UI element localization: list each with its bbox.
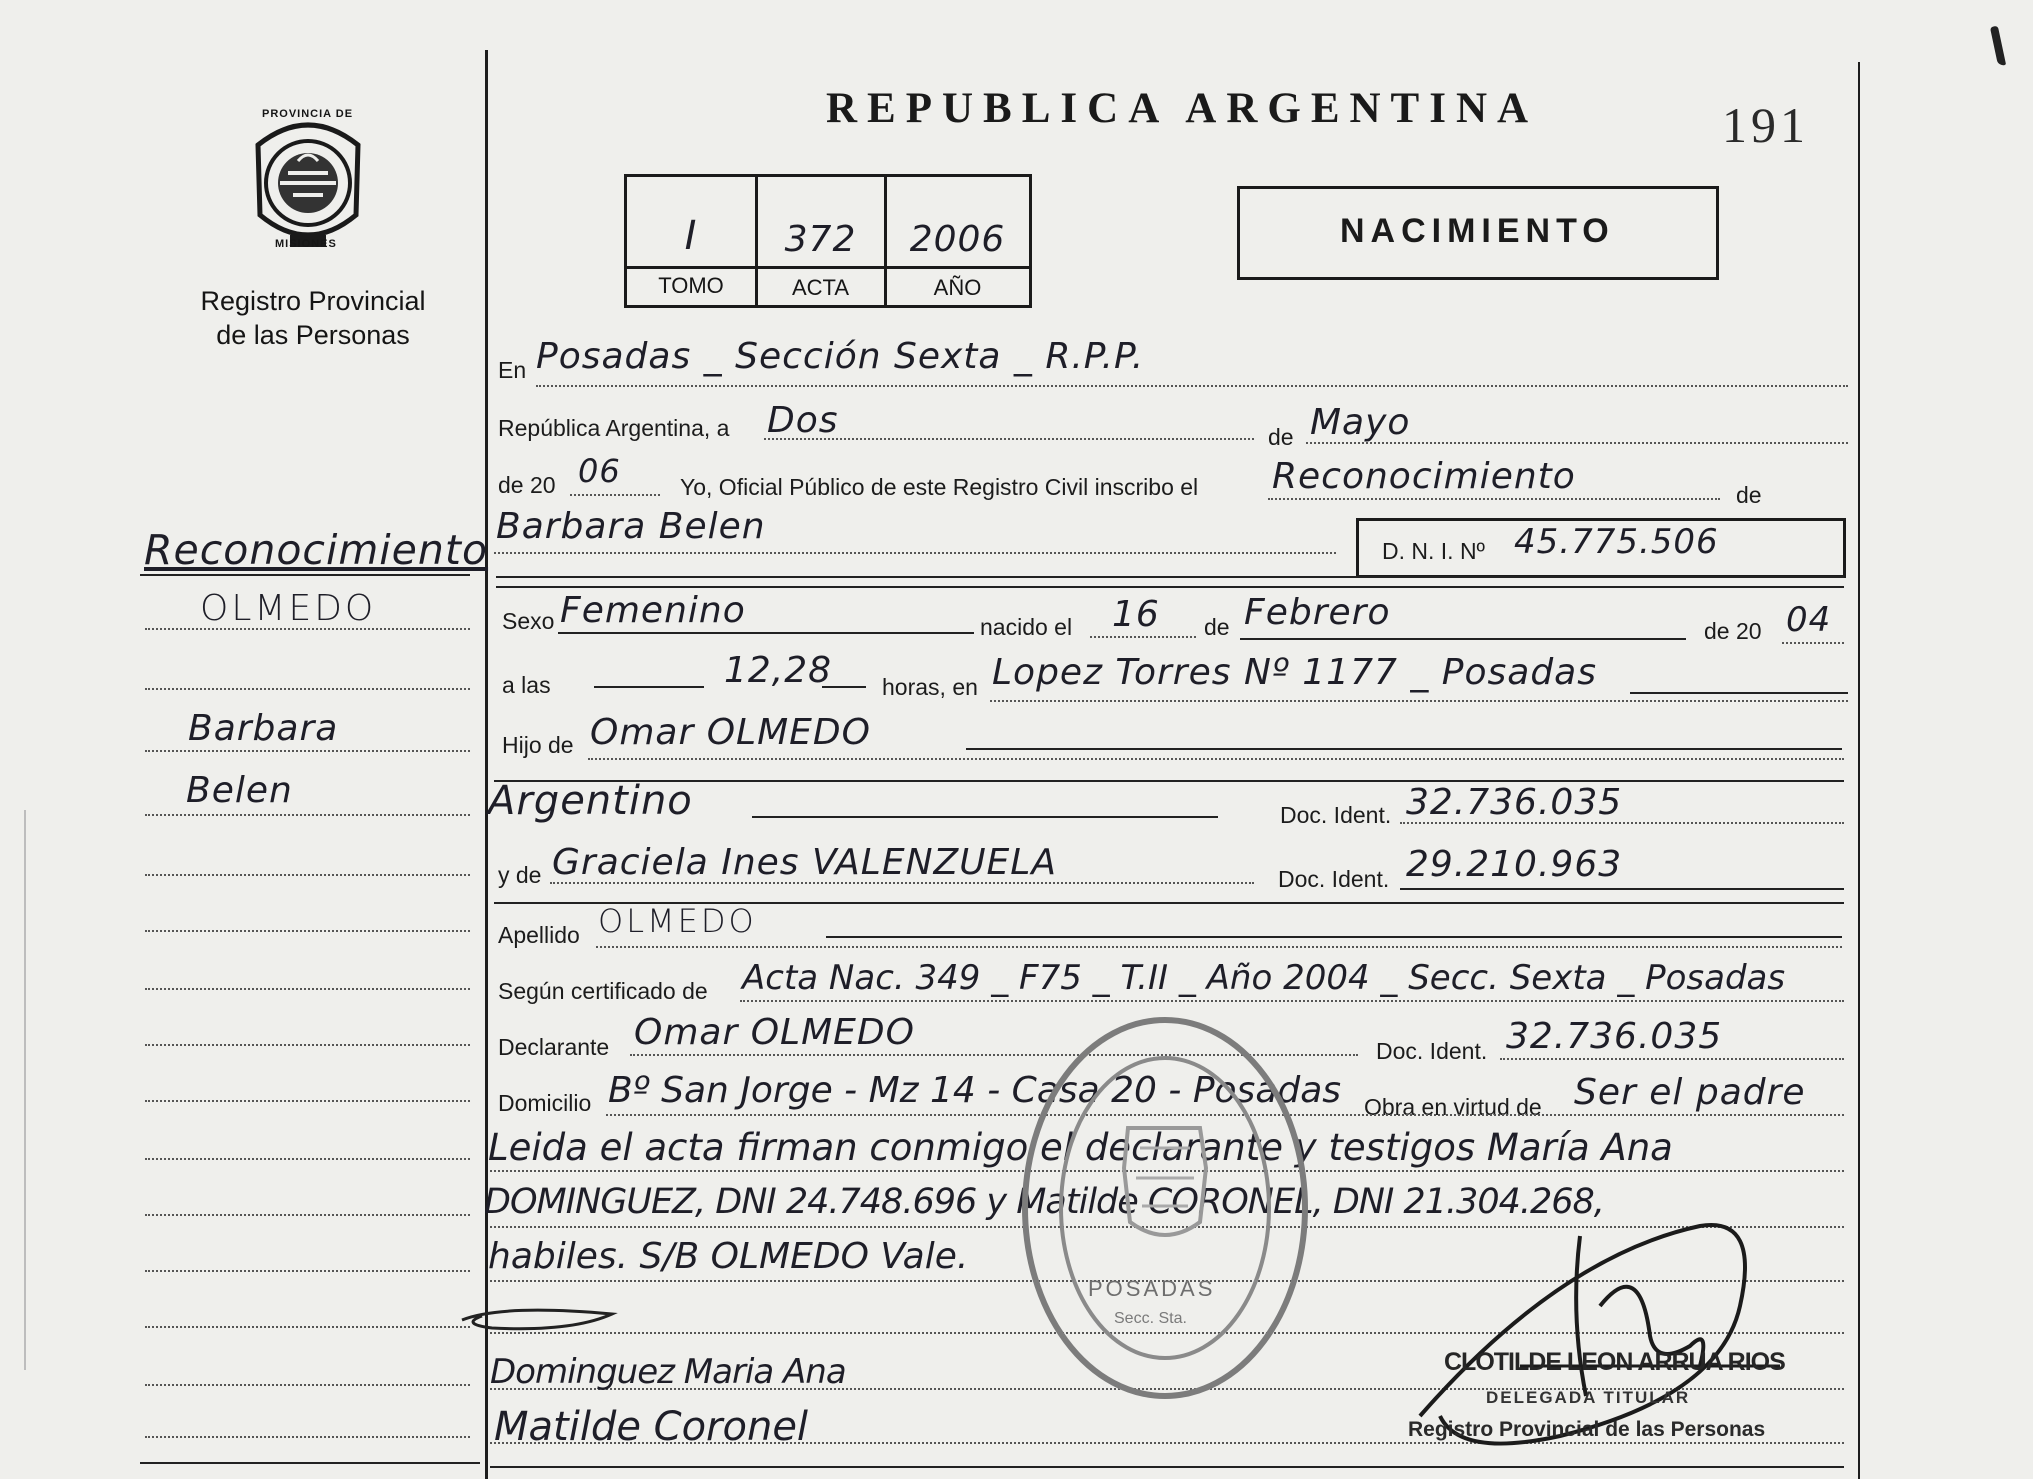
declarant-doc: 32.736.035 xyxy=(1506,1016,1723,1057)
de-label-3: de xyxy=(1204,614,1230,640)
legal-basis: Ser el padre xyxy=(1574,1072,1806,1113)
provincial-seal-icon xyxy=(238,105,378,255)
hijo-label: Hijo de xyxy=(502,732,574,758)
corner-mark xyxy=(1990,26,2006,67)
registry-name xyxy=(143,284,483,352)
country-title: REPUBLICA ARGENTINA xyxy=(826,85,1539,132)
apellido-label: Apellido xyxy=(498,922,580,948)
official-statement: Yo, Oficial Público de este Registro Civil inscribo el xyxy=(680,474,1199,500)
birth-month: Febrero xyxy=(1244,592,1391,633)
margin-title: Reconocimiento xyxy=(144,526,489,574)
seal-bottom-text: MISIONES xyxy=(275,238,337,250)
year-of-registration: 06 xyxy=(578,452,621,490)
signature-flourish xyxy=(452,1302,622,1338)
birth-year: 04 xyxy=(1786,600,1832,640)
birth-day: 16 xyxy=(1112,594,1160,635)
de-label-1: de xyxy=(1268,424,1294,450)
address: Bº San Jorge - Mz 14 - Casa 20 - Posadas xyxy=(608,1070,1342,1111)
father-name: Omar OLMEDO xyxy=(590,712,871,753)
declarante-label: Declarante xyxy=(498,1034,610,1060)
nacido-label: nacido el xyxy=(980,614,1073,640)
child-name: Barbara Belen xyxy=(496,506,766,547)
place-of-registration: Posadas _ Sección Sexta _ R.P.P. xyxy=(536,336,1145,377)
stamp-sub: Secc. Sta. xyxy=(1114,1310,1187,1327)
observation-line-2: DOMINGUEZ, DNI 24.748.696 y Matilde CORONEL, DNI 21.304.268, xyxy=(484,1182,1604,1222)
act-type-label: NACIMIENTO xyxy=(1340,212,1615,250)
registry-name-line2: de las Personas xyxy=(216,320,410,350)
month-of-registration: Mayo xyxy=(1310,402,1411,443)
mother-name: Graciela Ines VALENZUELA xyxy=(552,842,1057,883)
anio-label: AÑO xyxy=(933,275,982,300)
horas-en-label: horas, en xyxy=(882,674,978,700)
tomo-value: I xyxy=(684,213,698,259)
left-edge-line xyxy=(24,810,26,1370)
republica-label: República Argentina, a xyxy=(498,415,730,441)
alas-label: a las xyxy=(502,672,551,698)
seal-top-text: PROVINCIA DE xyxy=(262,108,354,120)
declarant-name: Omar OLMEDO xyxy=(634,1012,915,1053)
domicilio-label: Domicilio xyxy=(498,1090,592,1116)
child-dni: 45.775.506 xyxy=(1514,522,1719,562)
witness-1-signature: Dominguez Maria Ana xyxy=(490,1352,846,1392)
yde-label: y de xyxy=(498,862,542,888)
acta-value: 372 xyxy=(784,219,857,260)
official-name: CLOTILDE LEON ARRUA RIOS xyxy=(1444,1348,1785,1376)
stamp-city: POSADAS xyxy=(1088,1276,1216,1301)
doc-label-mother: Doc. Ident. xyxy=(1278,866,1390,892)
mother-doc: 29.210.963 xyxy=(1406,844,1623,885)
father-doc: 32.736.035 xyxy=(1406,782,1623,823)
official-signature-icon xyxy=(1400,1196,1820,1456)
doc-label-declarant: Doc. Ident. xyxy=(1376,1038,1488,1064)
en-label: En xyxy=(498,357,527,383)
margin-surname: OLMEDO xyxy=(200,588,377,629)
surname: OLMEDO xyxy=(598,902,757,940)
sexo-label: Sexo xyxy=(502,608,555,634)
page-number: 191 xyxy=(1722,97,1809,153)
certificate-reference: Acta Nac. 349 _ F75 _ T.II _ Año 2004 _ Secc. Sexta _ Posadas xyxy=(742,958,1786,998)
de-20-label-2: de 20 xyxy=(1704,618,1762,644)
birth-place: Lopez Torres Nº 1177 _ Posadas xyxy=(992,652,1597,693)
segun-label: Según certificado de xyxy=(498,978,708,1004)
registry-name-line1: Registro Provincial xyxy=(200,286,426,316)
obra-label: Obra en virtud de xyxy=(1364,1094,1542,1120)
margin-middle-name: Belen xyxy=(186,770,293,811)
observation-line-1: Leida el acta firman conmigo el declarante y testigos María Ana xyxy=(488,1126,1673,1169)
tomo-label: TOMO xyxy=(658,273,724,298)
de-label-2: de xyxy=(1736,482,1762,508)
witness-2-signature: Matilde Coronel xyxy=(494,1404,809,1450)
margin-first-name: Barbara xyxy=(188,708,339,749)
right-border xyxy=(1858,62,1860,1479)
acta-label: ACTA xyxy=(791,275,850,300)
official-office: Registro Provincial de las Personas xyxy=(1408,1418,1766,1441)
birth-time: 12,28 xyxy=(724,650,833,691)
observation-line-3: habiles. S/B OLMEDO Vale. xyxy=(488,1236,969,1277)
official-round-stamp-icon xyxy=(1010,1008,1320,1408)
official-title: DELEGADA TITULAR xyxy=(1486,1388,1691,1407)
child-sex: Femenino xyxy=(560,590,746,631)
dni-label: D. N. I. Nº xyxy=(1382,538,1485,564)
de-20-label: de 20 xyxy=(498,472,556,498)
father-nationality: Argentino xyxy=(488,778,693,824)
anio-value: 2006 xyxy=(909,219,1006,260)
day-of-registration: Dos xyxy=(767,400,839,441)
inscription-type: Reconocimiento xyxy=(1272,456,1576,497)
doc-label-father: Doc. Ident. xyxy=(1280,802,1392,828)
record-box xyxy=(624,174,1032,308)
